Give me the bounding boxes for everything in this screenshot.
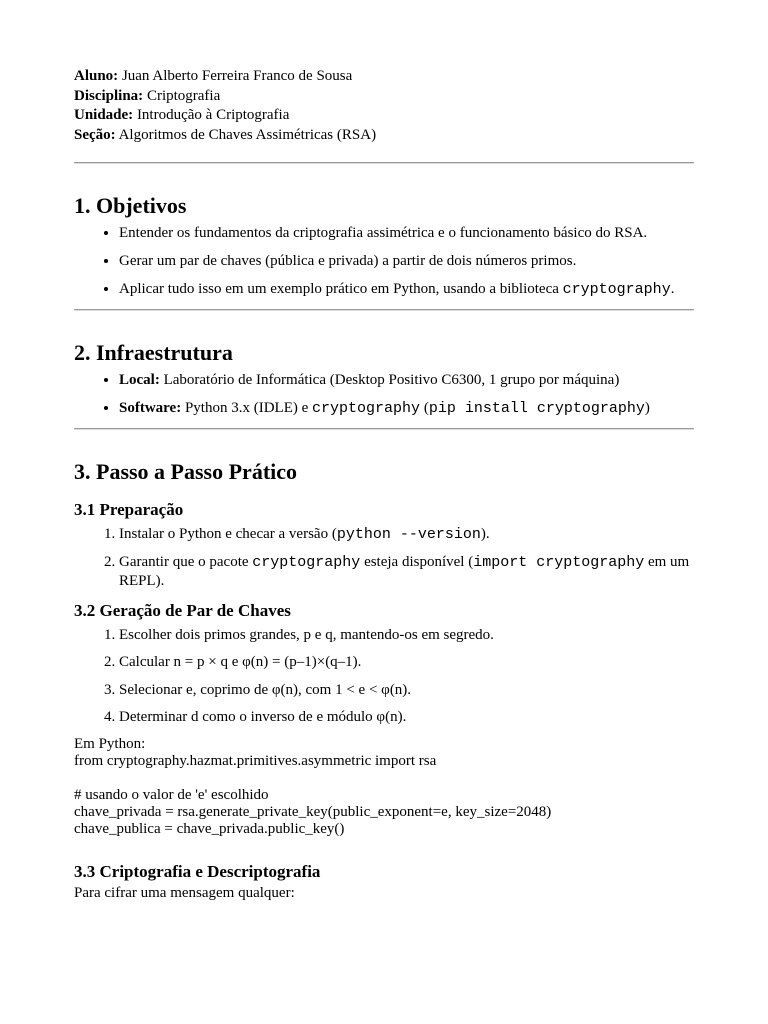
list-item — [119, 371, 694, 390]
item-text: ( — [420, 400, 429, 416]
item-label: Local: — [119, 372, 160, 388]
inline-code: cryptography — [312, 400, 421, 417]
list-item — [119, 525, 694, 544]
code-line: # usando o valor de 'e' escolhido — [74, 786, 269, 803]
item-label: Software: — [119, 400, 182, 416]
section-line — [74, 126, 694, 146]
student-line — [74, 67, 694, 87]
list-item: • Gerar um par de chaves (pública e privada) a partir de dois números primos. — [119, 252, 694, 271]
list-item — [119, 399, 694, 418]
prep-list — [74, 525, 694, 591]
inline-code: cryptography — [252, 553, 361, 571]
crypto-heading: 3.3 Criptografia e Descriptografia — [74, 861, 321, 881]
code-intro: Em Python: — [74, 735, 146, 752]
unit-line — [74, 106, 694, 126]
code-line: chave_publica = chave_privada.public_key() — [74, 820, 345, 837]
code-line: from cryptography.hazmat.primitives.asymmetric import rsa — [74, 752, 437, 769]
infra-list — [74, 371, 694, 418]
code-line: chave_privada = rsa.generate_private_key(public_exponent=e, key_size=2048) — [74, 803, 552, 820]
inline-code: pip install cryptography — [428, 400, 645, 417]
infra-heading: 2. Infraestrutura — [74, 340, 233, 365]
item-text: Garantir que o pacote — [119, 553, 253, 570]
list-item: 2. Calcular n = p × q e φ(n) = (p–1)×(q–1). — [119, 653, 694, 672]
list-item — [119, 553, 694, 591]
inline-code: cryptography — [562, 281, 671, 298]
section-label: Seção: — [74, 126, 116, 143]
list-item: 3. Selecionar e, coprimo de φ(n), com 1 < e < φ(n). — [119, 681, 694, 700]
item-text: Instalar o Python e checar a versão ( — [119, 526, 337, 542]
steps-heading: 3. Passo a Passo Prático — [74, 459, 298, 484]
keygen-list — [74, 626, 694, 728]
crypto-intro: Para cifrar uma mensagem qualquer: — [74, 884, 295, 901]
item-text: ) — [644, 400, 650, 416]
course-line — [74, 87, 694, 107]
item-text: . — [670, 281, 675, 297]
divider — [74, 162, 694, 164]
list-item: 4. Determinar d como o inverso de e módulo φ(n). — [119, 708, 694, 727]
document-header — [74, 67, 694, 145]
list-item — [119, 280, 694, 299]
divider — [74, 309, 694, 311]
objectives-list — [74, 224, 694, 299]
course-value: Criptografia — [146, 87, 221, 104]
item-text: ). — [480, 526, 490, 542]
divider — [74, 428, 694, 430]
item-text: em um REPL). — [119, 553, 690, 589]
item-text: Laboratório de Informática (Desktop Positivo C6300, 1 grupo por máquina) — [159, 372, 620, 388]
student-label: Aluno: — [74, 68, 119, 84]
objectives-heading: 1. Objetivos — [74, 193, 187, 218]
prep-heading: 3.1 Preparação — [74, 500, 184, 519]
unit-label: Unidade: — [74, 107, 134, 123]
item-text: Python 3.x (IDLE) e — [181, 400, 313, 416]
inline-code: python --version — [336, 526, 481, 543]
item-text: Aplicar tudo isso em um exemplo prático em Python, usando a biblioteca — [119, 281, 563, 297]
unit-value: Introdução à Criptografia — [136, 107, 290, 123]
section-value: Algoritmos de Chaves Assimétricas (RSA) — [118, 126, 377, 143]
list-item: • Entender os fundamentos da criptografia assimétrica e o funcionamento básico do RSA. — [119, 224, 694, 243]
inline-code: import cryptography — [473, 553, 645, 571]
item-text: esteja disponível ( — [360, 553, 474, 570]
course-label: Disciplina: — [74, 87, 144, 104]
keygen-heading: 3.2 Geração de Par de Chaves — [74, 600, 291, 620]
list-item: 1. Escolher dois primos grandes, p e q, mantendo-os em segredo. — [119, 626, 694, 645]
student-value: Juan Alberto Ferreira Franco de Sousa — [121, 68, 353, 84]
